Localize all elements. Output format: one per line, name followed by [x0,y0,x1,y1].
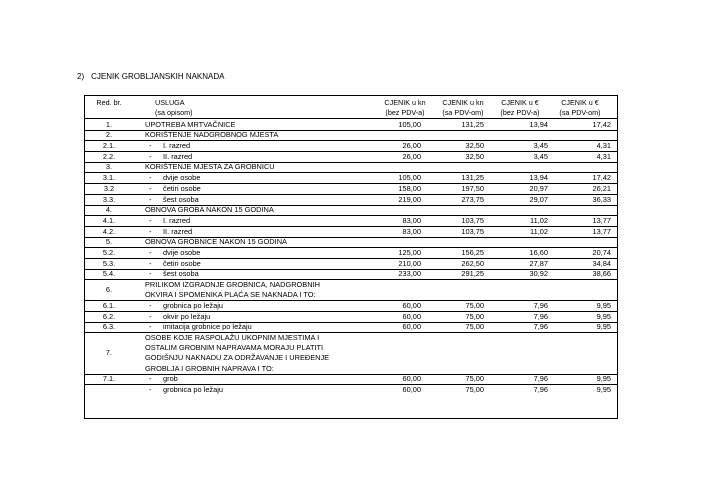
price-eur-bez-pdv: 16,60 [529,248,548,258]
price-eur-sa-pdv: 26,21 [592,183,611,193]
price-eur-sa-pdv [555,280,611,301]
price-kn-sa-pdv [428,162,484,173]
price-eur-sa-pdv [555,130,611,141]
price-eur-bez-pdv: 13,94 [529,119,548,129]
price-kn-bez-pdv: 60,00 [402,311,421,321]
price-kn-sa-pdv: 103,75 [461,226,484,236]
row-description-text: KORIŠTENJE MJESTA ZA GROBNICU [145,162,275,172]
price-eur-sa-pdv: 17,42 [592,173,611,183]
row-dash: - [149,301,152,311]
row-dash: - [149,173,152,183]
row-description-text: OBNOVA GROBNICE NAKON 15 GODINA [145,237,287,247]
row-number: 2.1. [102,141,116,151]
table-row [85,280,617,302]
price-kn-bez-pdv: 125,00 [398,248,421,258]
price-eur-sa-pdv [555,162,611,173]
price-eur-sa-pdv: 38,66 [592,269,611,279]
price-kn-bez-pdv: 60,00 [402,374,421,384]
price-eur-bez-pdv [495,333,548,374]
row-number: 6.2. [102,311,116,321]
row-dash: - [149,151,152,161]
price-eur-sa-pdv: 9,95 [596,301,611,311]
row-description [145,140,395,151]
price-kn-bez-pdv: 83,00 [402,226,421,236]
price-kn-sa-pdv [428,237,484,248]
price-eur-sa-pdv: 20,74 [592,248,611,258]
row-description [145,205,395,216]
price-kn-sa-pdv: 131,25 [461,119,484,129]
section-title: CJENIK GROBLJANSKIH NAKNADA [91,72,225,81]
row-description [145,226,395,237]
price-kn-bez-pdv: 158,00 [398,183,421,193]
price-kn-bez-pdv: 26,00 [402,141,421,151]
price-eur-sa-pdv: 34,84 [592,258,611,268]
row-number: 1. [105,119,113,129]
row-dash: - [149,311,152,321]
row-dash: - [149,385,152,395]
row-description [145,300,395,311]
price-eur-bez-pdv: 13,94 [529,173,548,183]
row-dash: - [149,183,152,193]
price-eur-sa-pdv: 9,95 [596,322,611,332]
row-number: 5.2. [102,248,116,258]
price-eur-bez-pdv: 3,45 [533,141,548,151]
header-cjenik-eur-sa: CJENIK u € [561,98,599,108]
price-kn-bez-pdv: 219,00 [398,194,421,204]
row-description-line: GODIŠNJU NAKNADU ZA ODRŽAVANJE I UREĐENJE [145,353,330,363]
price-eur-bez-pdv: 7,96 [533,301,548,311]
price-eur-sa-pdv: 4,31 [596,141,611,151]
row-description [145,119,395,130]
price-eur-bez-pdv: 29,07 [529,194,548,204]
row-description [145,183,395,194]
price-kn-bez-pdv: 233,00 [398,269,421,279]
row-description [145,374,395,385]
price-kn-sa-pdv: 156,25 [461,248,484,258]
row-description-text: grob [163,374,178,384]
price-eur-sa-pdv [555,237,611,248]
row-description [145,194,395,205]
row-description-text: I. razred [163,215,191,225]
price-kn-bez-pdv [371,333,421,374]
price-eur-bez-pdv: 11,02 [530,226,548,236]
price-eur-bez-pdv [495,280,548,301]
row-description-line: OKVIRA I SPOMENIKA PLAĆA SE NAKNADA I TO: [145,290,316,300]
price-eur-bez-pdv [495,162,548,173]
header-sa-pdv-eur: (sa PDV-om) [559,108,601,118]
row-number: 3.2 [103,183,115,193]
price-kn-bez-pdv: 83,00 [402,215,421,225]
row-number: 5. [105,237,113,247]
header-red-br: Red. br. [96,98,122,108]
row-number: 4. [105,205,113,215]
row-number: 2.2. [102,151,116,161]
row-description-text: dvije osobe [163,248,201,258]
price-kn-sa-pdv: 75,00 [465,322,484,332]
price-eur-sa-pdv: 9,95 [596,385,611,395]
row-number: 3. [105,162,113,172]
price-eur-bez-pdv: 20,97 [529,183,548,193]
price-kn-sa-pdv: 103,75 [461,215,484,225]
row-number: 4.1. [102,215,116,225]
row-number: 2. [105,130,113,140]
row-description-text: šest osoba [163,194,199,204]
price-eur-bez-pdv: 3,45 [533,151,548,161]
price-eur-sa-pdv [555,205,611,216]
row-dash: - [149,141,152,151]
price-eur-bez-pdv: 7,96 [533,311,548,321]
row-number: 6.3. [102,322,116,332]
price-eur-sa-pdv: 13,77 [592,215,611,225]
price-eur-bez-pdv: 7,96 [533,385,548,395]
header-sa-pdv-kn: (sa PDV-om) [442,108,484,118]
row-description-text: dvije osobe [163,173,201,183]
price-kn-sa-pdv: 273,75 [461,194,484,204]
row-description [145,280,395,301]
row-description-text: imitacija grobnice po ležaju [163,322,252,332]
row-dash: - [149,258,152,268]
price-kn-sa-pdv [428,333,484,374]
price-kn-bez-pdv: 210,00 [398,258,421,268]
table-row [85,385,617,396]
row-number: 3.1. [102,173,116,183]
header-bez-pdv-eur: (bez PDV-a) [500,108,540,118]
price-kn-sa-pdv [428,205,484,216]
row-dash: - [149,269,152,279]
row-number: 4.2. [102,226,116,236]
row-number: 6.1. [102,301,116,311]
price-eur-sa-pdv: 4,31 [596,151,611,161]
row-description-text: okvir po ležaju [163,311,211,321]
row-description-text: šest osoba [163,269,199,279]
row-description [145,215,395,226]
price-kn-bez-pdv: 105,00 [398,173,421,183]
row-description-text: četiri osobe [163,183,201,193]
row-description [145,173,395,184]
price-eur-sa-pdv: 9,95 [596,311,611,321]
price-kn-bez-pdv [371,130,421,141]
row-description [145,322,395,333]
header-usluga: USLUGA [155,98,185,108]
price-eur-bez-pdv [495,130,548,141]
row-description-line: GROBLJA I GROBNIH NAPRAVA I TO: [145,363,274,373]
price-kn-sa-pdv: 291,25 [461,269,484,279]
section-heading [77,72,225,81]
table-header-row-1 [85,98,617,108]
row-dash: - [149,322,152,332]
header-sa-opisom: (sa opisom) [155,108,193,118]
price-kn-sa-pdv: 75,00 [465,385,484,395]
row-description [145,258,395,269]
price-kn-bez-pdv: 105,00 [398,119,421,129]
price-eur-sa-pdv: 17,42 [592,119,611,129]
price-kn-bez-pdv [371,237,421,248]
header-bez-pdv-kn: (bez PDV-a) [385,108,425,118]
price-table [84,95,618,419]
row-number: 5.4. [102,269,116,279]
row-description-text: II. razred [163,226,193,236]
header-cjenik-kn-sa: CJENIK u kn [442,98,484,108]
row-dash: - [149,194,152,204]
section-number: 2) [77,72,85,81]
row-description-text: četiri osobe [163,258,201,268]
price-eur-bez-pdv: 30,92 [529,269,548,279]
row-description [145,151,395,162]
row-description-text: grobnica po ležaju [163,301,223,311]
price-eur-bez-pdv: 27,87 [529,258,548,268]
price-eur-bez-pdv [495,205,548,216]
price-kn-sa-pdv: 131,25 [461,173,484,183]
price-kn-bez-pdv: 60,00 [402,301,421,311]
row-description-text: KORIŠTENJE NADGROBNOG MJESTA [145,130,279,140]
price-kn-sa-pdv: 197,50 [461,183,484,193]
row-description-line: OSOBE KOJE RASPOLAŽU UKOPNIM MJESTIMA I [145,333,320,342]
row-description-text: II. razred [163,151,193,161]
price-kn-sa-pdv: 75,00 [465,311,484,321]
table-row [85,333,617,375]
price-kn-bez-pdv: 60,00 [402,385,421,395]
row-dash: - [149,226,152,236]
price-kn-bez-pdv [371,280,421,301]
row-number: 7. [105,348,113,358]
price-eur-bez-pdv: 7,96 [533,322,548,332]
header-cjenik-kn-bez: CJENIK u kn [384,98,426,108]
row-dash: - [149,215,152,225]
price-eur-sa-pdv: 13,77 [592,226,611,236]
price-kn-bez-pdv: 26,00 [402,151,421,161]
row-description-text: grobnica po ležaju [163,385,223,395]
row-description [145,333,395,374]
price-eur-bez-pdv: 7,96 [533,374,548,384]
row-description-line: PRILIKOM IZGRADNJE GROBNICA, NADGROBNIH [145,280,320,289]
row-dash: - [149,248,152,258]
price-eur-sa-pdv: 36,33 [592,194,611,204]
price-kn-sa-pdv: 75,00 [465,301,484,311]
row-description-text: OBNOVA GROBA NAKON 15 GODINA [145,205,274,215]
price-eur-bez-pdv: 11,02 [530,215,548,225]
row-description [145,162,395,173]
header-cjenik-eur-bez: CJENIK u € [501,98,539,108]
row-description [145,385,395,396]
row-number: 7.1. [102,374,116,384]
row-number: 6. [105,285,113,295]
table-header-row-2 [85,108,617,119]
row-description [145,247,395,258]
price-kn-sa-pdv: 262,50 [461,258,484,268]
price-eur-sa-pdv [555,333,611,374]
price-kn-bez-pdv: 60,00 [402,322,421,332]
price-kn-sa-pdv: 32,50 [465,151,484,161]
price-kn-sa-pdv [428,130,484,141]
row-description [145,237,395,248]
price-eur-sa-pdv: 9,95 [596,374,611,384]
price-kn-sa-pdv: 75,00 [465,374,484,384]
row-description-text: UPOTREBA MRTVAČNICE [145,119,236,129]
row-dash: - [149,374,152,384]
price-kn-bez-pdv [371,162,421,173]
price-kn-sa-pdv: 32,50 [465,141,484,151]
row-number: 5.3. [102,258,116,268]
row-description-text: I. razred [163,141,191,151]
price-kn-bez-pdv [371,205,421,216]
row-number [85,385,133,396]
row-description [145,269,395,280]
row-description [145,311,395,322]
row-number: 3.3. [102,194,116,204]
price-kn-sa-pdv [428,280,484,301]
price-eur-bez-pdv [495,237,548,248]
row-description [145,130,395,141]
row-description-line: OSTALIM GROBNIM NAPRAVAMA MORAJU PLATITI [145,343,324,353]
